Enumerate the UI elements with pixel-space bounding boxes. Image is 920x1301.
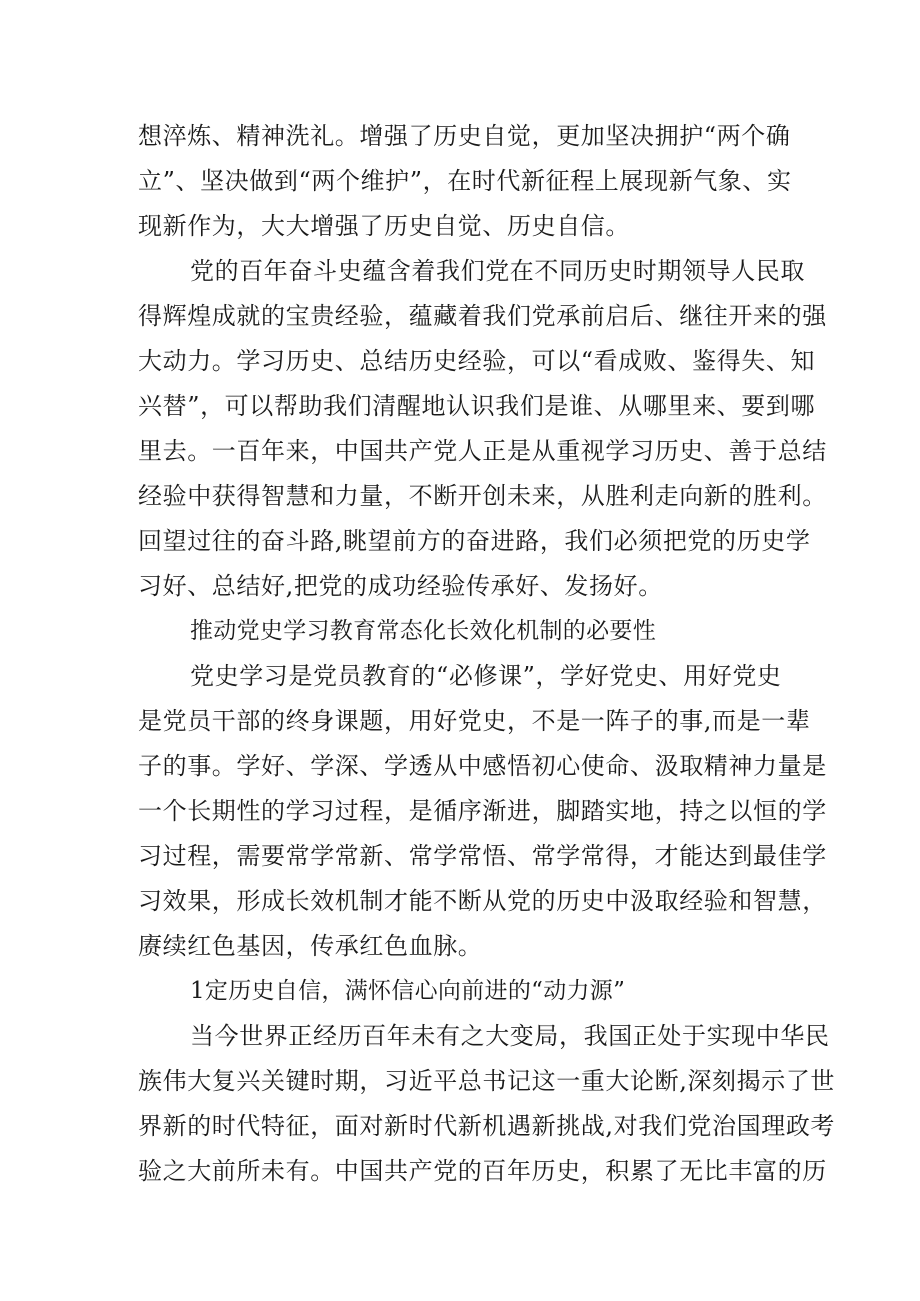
text-line: 得辉煌成就的宝贵经验，蕴藏着我们党承前启后、继往开来的强 [138, 302, 827, 330]
text-line: 族伟大复兴关键时期，习近平总书记这一重大论断,深刻揭示了世 [138, 1067, 836, 1095]
text-line: 里去。一百年来，中国共产党人正是从重视学习历史、善于总结 [138, 437, 827, 465]
text-line: 想淬炼、精神洗礼。增强了历史自觉，更加坚决拥护“两个确 [138, 122, 791, 150]
text-line: 立”、坚决做到“两个维护”，在时代新征程上展现新气象、实 [138, 167, 792, 195]
text-line: 子的事。学好、学深、学透从中感悟初心使命、汲取精神力量是 [138, 752, 827, 780]
text-line: 大动力。学习历史、总结历史经验，可以“看成败、鉴得失、知 [138, 347, 816, 375]
paragraph-start-line: 党史学习是党员教育的“必修课”，学好党史、用好党史 [190, 662, 782, 690]
text-line: 赓续红色基因，传承红色血脉。 [138, 932, 483, 960]
section-heading: 1定历史自信，满怀信心向前进的“动力源” [190, 978, 626, 1004]
text-line: 验之大前所未有。中国共产党的百年历史，积累了无比丰富的历 [138, 1157, 827, 1185]
text-line: 回望过往的奋斗路,眺望前方的奋进路，我们必须把党的历史学 [138, 527, 811, 555]
text-line: 一个长期性的学习过程，是循序渐进，脚踏实地，持之以恒的学 [138, 797, 827, 825]
paragraph-start-line: 党的百年奋斗史蕴含着我们党在不同历史时期领导人民取 [190, 257, 805, 285]
paragraph-start-line: 当今世界正经历百年未有之大变局，我国正处于实现中华民 [190, 1022, 830, 1050]
text-line: 习效果，形成长效机制才能不断从党的历史中汲取经验和智慧， [138, 887, 827, 915]
text-line: 习好、总结好,把党的成功经验传承好、发扬好。 [138, 572, 663, 600]
section-heading: 推动党史学习教育常态化长效化机制的必要性 [190, 618, 656, 644]
text-line: 现新作为，大大增强了历史自觉、历史自信。 [138, 212, 630, 240]
text-line: 界新的时代特征，面对新时代新机遇新挑战,对我们党治国理政考 [138, 1112, 836, 1140]
text-line: 经验中获得智慧和力量，不断开创未来，从胜利走向新的胜利。 [138, 482, 827, 510]
text-line: 是党员干部的终身课题，用好党史，不是一阵子的事,而是一辈 [138, 707, 811, 735]
text-line: 兴替”，可以帮助我们清醒地认识我们是谁、从哪里来、要到哪 [138, 392, 816, 420]
text-line: 习过程，需要常学常新、常学常悟、常学常得，才能达到最佳学 [138, 842, 827, 870]
